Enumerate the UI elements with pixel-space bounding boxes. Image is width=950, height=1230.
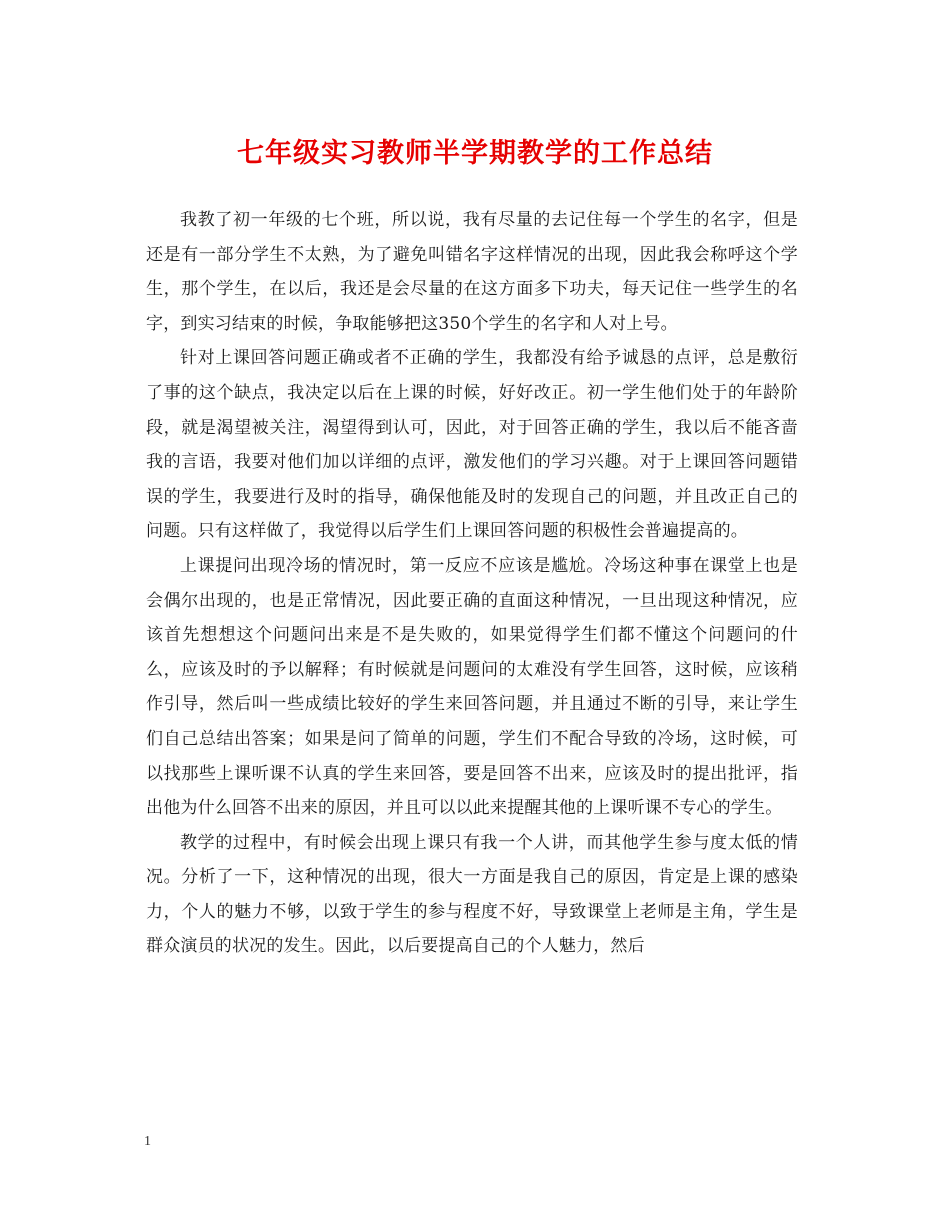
document-body (146, 203, 798, 964)
document-title: 七年级实习教师半学期教学的工作总结 (237, 138, 713, 169)
paragraph: 教学的过程中，有时候会出现上课只有我一个人讲，而其他学生参与度太低的情况。分析了一下，这种情况的出现，很大一方面是我自己的原因，肯定是上课的感染力，个人的魅力不够，以致于学生的参与程度不好，导致课堂上老师是主角，学生是群众演员的状况的发生。因此，以后要提高自己的个人魅力，然后 (146, 832, 798, 957)
paragraph: 上课提问出现冷场的情况时，第一反应不应该是尴尬。冷场这种事在课堂上也是会偶尔出现的，也是正常情况，因此要正确的直面这种情况，一旦出现这种情况，应该首先想想这个问题问出来是不是失败的，如果觉得学生们都不懂这个问题问的什么，应该及时的予以解释；有时候就是问题问的太难没有学生回答，这时候，应该稍作引导，然后叫一些成绩比较好的学生来回答问题，并且通过不断的引导，来让学生们自己总结出答案；如果是问了简单的问题，学生们不配合导致的冷场，这时候，可以找那些上课听课不认真的学生来回答，要是回答不出来，应该及时的提出批评，指出他为什么回答不出来的原因，并且可以以此来提醒其他的上课听课不专心的学生。 (146, 555, 798, 819)
paragraph: 我教了初一年级的七个班，所以说，我有尽量的去记住每一个学生的名字，但是还是有一部分学生不太熟，为了避免叫错名字这样情况的出现，因此我会称呼这个学生，那个学生，在以后，我还是会尽量的在这方面多下功夫，每天记住一些学生的名字，到实习结束的时候，争取能够把这350个学生的名字和人对上号。 (146, 210, 798, 334)
page-number: 1 (144, 1134, 151, 1149)
paragraph: 针对上课回答问题正确或者不正确的学生，我都没有给予诚恳的点评，总是敷衍了事的这个缺点，我决定以后在上课的时候，好好改正。初一学生他们处于的年龄阶段，就是渴望被关注，渴望得到认可，因此，对于回答正确的学生，我以后不能吝啬我的言语，我要对他们加以详细的点评，激发他们的学习兴趣。对于上课回答问题错误的学生，我要进行及时的指导，确保他能及时的发现自己的问题，并且改正自己的问题。只有这样做了，我觉得以后学生们上课回答问题的积极性会普遍提高的。 (146, 348, 798, 542)
